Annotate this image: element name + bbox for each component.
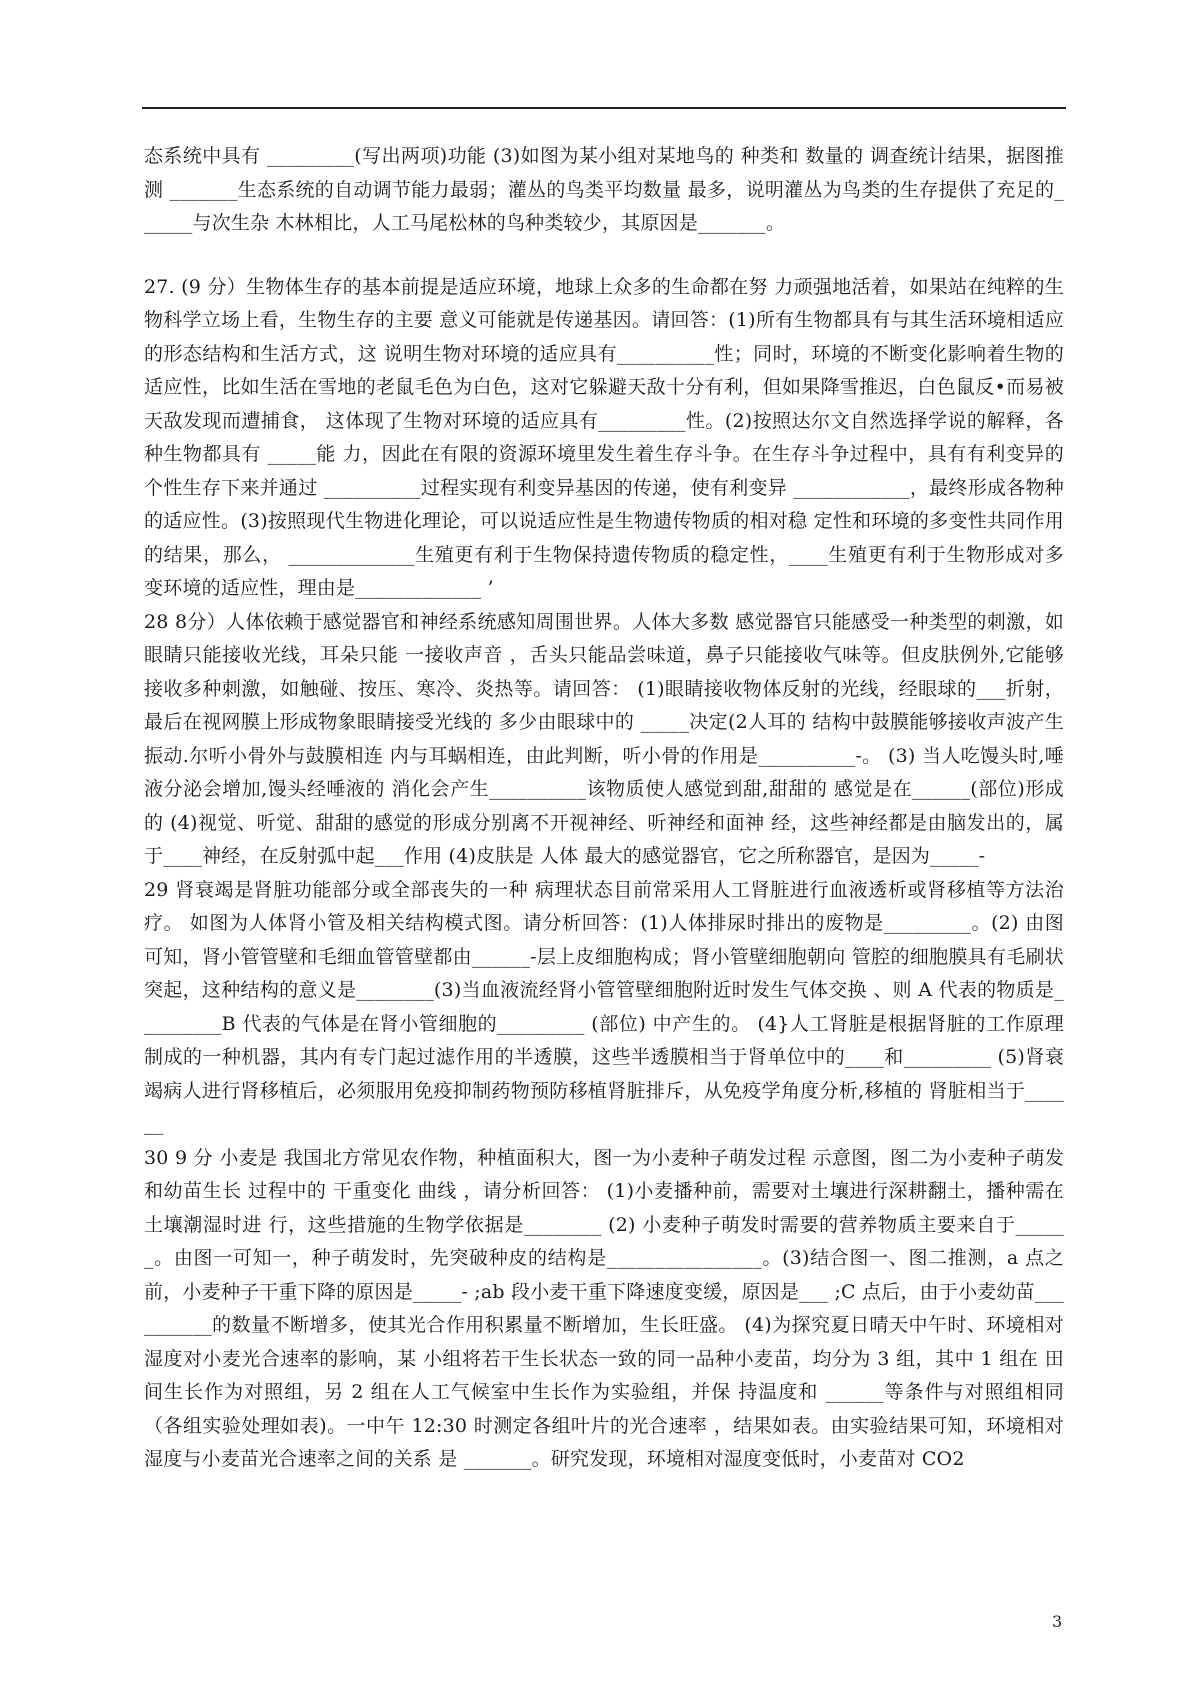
document-body xyxy=(144,140,1064,1477)
paragraph-gap xyxy=(144,241,1064,271)
question-30: 30 9 分 小麦是 我国北方常见农作物，种植面积大，图一为小麦种子萌发过程 示意图，图二为小麦种子萌发和幼苗生长 过程中的 干重变化 曲线 ，请分析回答： (1)小麦播种前，需要对土壤进行深耕翻土，播种需在土壤潮湿时进 行，这些措施的生物学依据是________ (2) 小麦种子萌发时需要的营养物质主要来自于______。由图一可知一，种子萌发时，先突破种皮的结构是________________。(3)结合图一、图二推测，a 点之前，小麦种子干重下降的原因是_____- ;ab 段小麦干重下降速度变缓，原因是___ ;C 点后，由于小麦幼苗__________的数量不断增多，使其光合作用积累量不断增加，生长旺盛。 (4)为探究夏日晴天中午时、环境相对湿度对小麦光合速率的影响，某 小组将若干生长状态一致的同一品种小麦苗，均分为 3 组，其中 1 组在 田间生长作为对照组，另 2 组在人工气候室中生长作为实验组，并保 持温度和 ______等条件与对照组相同（各组实验处理如表)。一中午 12:30 时测定各组叶片的光合速率 ，结果如表。由实验结果可知，环境相对湿度与小麦苗光合速率之间的关系 是 _______。研究发现，环境相对湿度变低时，小麦苗对 CO2 xyxy=(144,1146,1064,1470)
question-27: 27. (9 分）生物体生存的基本前提是适应环境，地球上众多的生命都在努 力顽强地活着，如果站在纯粹的生物科学立场上看，生物生存的主要 意义可能就是传递基因。请回答：(1)所有生物都具有与其生活环境相适应的形态结构和生活方式，这 说明生物对环境的适应具有__________性；同时，环境的不断变化影响着生物的适应性，比如生活在雪地的老鼠毛色为白色，这对它躲避天敌十分有利，但如果降雪推迟，白色鼠反•而易被天敌发现而遭捕食， 这体现了生物对环境的适应具有_________性。(2)按照达尔文自然选择学说的解释，各种生物都具有 _____能 力，因此在有限的资源环境里发生着生存斗争。在生存斗争过程中，具有有利变异的个性生存下来并通过 __________过程实现有利变异基因的传递，使有利变异 ____________，最终形成各物种的适应性。(3)按照现代生物进化理论，可以说适应性是生物遗传物质的相对稳 定性和环境的多变性共同作用的结果，那么， _____________生殖更有利于生物保持遗传物质的稳定性，____生殖更有利于生物形成对多 变环境的适应性，理由是_____________ ’ xyxy=(144,275,1064,599)
question-29: 29 肾衰竭是肾脏功能部分或全部丧失的一种 病理状态目前常采用人工肾脏进行血液透析或肾移植等方法治疗。 如图为人体肾小管及相关结构模式图。请分析回答：(1)人体排尿时排出的废物是_________。(2) 由图可知，肾小管管壁和毛细血管管壁都由______-层上皮细胞构成；肾小管壁细胞朝向 管腔的细胞膜具有毛刷状突起，这种结构的意义是________(3)当血液流经肾小管管壁细胞附近时发生气体交换 、则 A 代表的物质是_________B 代表的气体是在肾小管细胞的_________ (部位) 中产生的。 (4}人工肾脏是根据肾脏的工作原理制成的一种机器，其内有专门起过滤作用的半透膜，这些半透膜相当于肾单位中的____和_________ (5)肾衰竭病人进行肾移植后，必须服用免疫抑制药物预防移植肾脏排斥，从免疫学角度分析,移植的 肾脏相当于______ xyxy=(144,878,1064,1135)
header-rule xyxy=(142,107,1066,109)
question-28: 28 8分）人体依赖于感觉器官和神经系统感知周围世界。人体大多数 感觉器官只能感受一种类型的刺激，如眼睛只能接收光线，耳朵只能 一接收声音 ，舌头只能品尝味道，鼻子只能接收气味等。但皮肤例外,它能够接收多种刺激，如触碰、按压、寒冷、炎热等。请回答： (1)眼睛接收物体反射的光线，经眼球的___折射，最后在视网膜上形成物象眼睛接受光线的 多少由眼球中的 _____决定(2人耳的 结构中鼓膜能够接收声波产生振动.尔听小骨外与鼓膜相连 内与耳蜗相连，由此判断，听小骨的作用是__________-。 (3) 当人吃馒头时,唾液分泌会增加,馒头经唾液的 消化会产生__________该物质使人感觉到甜,甜甜的 感觉是在______(部位)形成的 (4)视觉、听觉、甜甜的感觉的形成分别离不开视神经、听神经和面神 经，这些神经都是由脑发出的，属于____神经，在反射弧中起___作用 (4)皮肤是 人体 最大的感觉器官，它之所称器官，是因为_____- xyxy=(144,610,1064,867)
question-26-continuation: 态系统中具有 _________(写出两项)功能 (3)如图为某小组对某地鸟的 种类和 数量的 调查统计结果，据图推测 _______生态系统的自动调节能力最弱；灌丛的鸟类平均数量 最多，说明灌丛为鸟类的生存提供了充足的______与次生杂 木林相比，人工马尾松林的鸟种类较少，其原因是_______。 xyxy=(144,145,1064,234)
page-number: 3 xyxy=(1052,1612,1063,1631)
